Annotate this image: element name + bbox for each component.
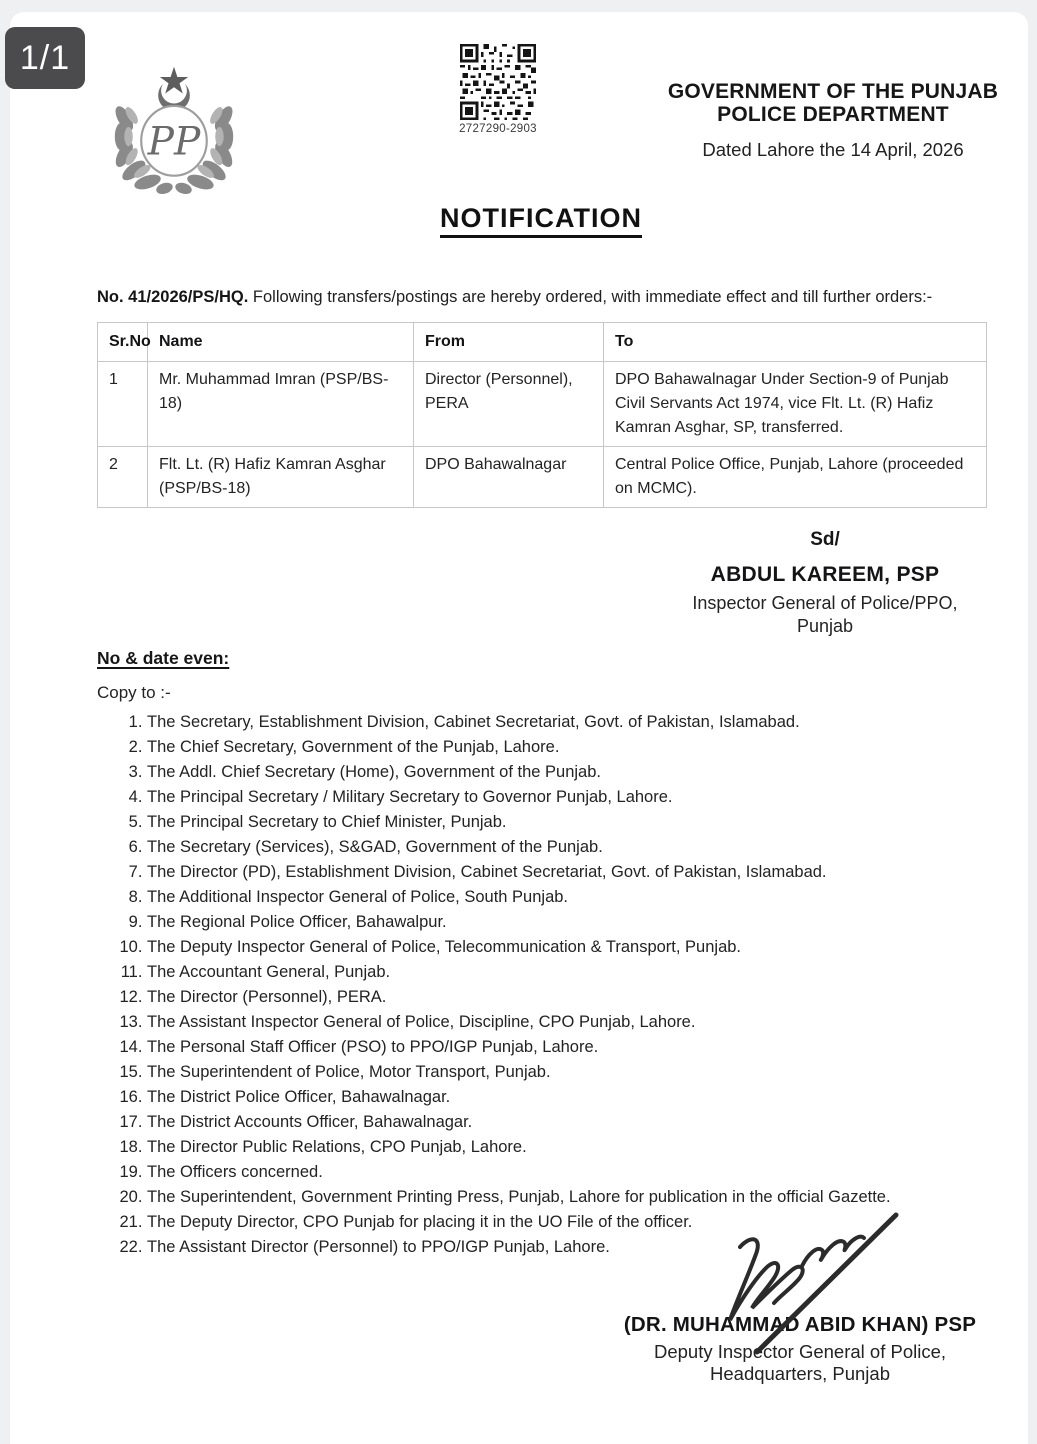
copy-to-item: 21. The Deputy Director, CPO Punjab for placing it in the UO File of the officer. <box>147 1210 891 1235</box>
cell-from: Director (Personnel), PERA <box>414 362 604 447</box>
svg-text:PP: PP <box>147 119 201 165</box>
intro-paragraph <box>97 287 997 308</box>
cell-srno: 2 <box>98 447 148 508</box>
igp-title <box>652 592 998 638</box>
igp-name: ABDUL KAREEM, PSP <box>710 563 940 586</box>
copy-to-item: 9. The Regional Police Officer, Bahawalpur. <box>147 910 891 935</box>
copy-to-item: 11. The Accountant General, Punjab. <box>147 960 891 985</box>
qr-code-icon <box>460 44 536 120</box>
cell-to: DPO Bahawalnagar Under Section-9 of Punjab Civil Servants Act 1974, vice Flt. Lt. (R) Hafiz Kamran Asghar, SP, transferred. <box>604 362 987 447</box>
table-header-row <box>98 323 987 362</box>
document-page <box>10 12 1028 1444</box>
copy-to-item: 5. The Principal Secretary to Chief Minister, Punjab. <box>147 810 891 835</box>
punjab-police-crest-logo <box>100 52 248 200</box>
col-header-to: To <box>604 323 987 362</box>
copy-to-item: 17. The District Accounts Officer, Bahawalnagar. <box>147 1110 891 1135</box>
intro-text: Following transfers/postings are hereby ordered, with immediate effect and till further orders:- <box>248 288 933 306</box>
copy-to-label: Copy to :- <box>97 683 171 702</box>
copy-to-item: 7. The Director (PD), Establishment Division, Cabinet Secretariat, Govt. of Pakistan, Islamabad. <box>147 860 891 885</box>
copy-to-item: 19. The Officers concerned. <box>147 1160 891 1185</box>
cell-srno: 1 <box>98 362 148 447</box>
copy-to-item: 2. The Chief Secretary, Government of the Punjab, Lahore. <box>147 735 891 760</box>
letterhead <box>653 80 1013 161</box>
col-header-from: From <box>414 323 604 362</box>
org-name-line2: POLICE DEPARTMENT <box>717 103 949 126</box>
copy-to-item: 18. The Director Public Relations, CPO Punjab, Lahore. <box>147 1135 891 1160</box>
document-title: NOTIFICATION <box>440 203 642 238</box>
copy-to-item: 16. The District Police Officer, Bahawalnagar. <box>147 1085 891 1110</box>
igp-title-line2: Punjab <box>796 616 854 636</box>
qr-caption: 2727290-2903 <box>459 123 537 135</box>
title-row <box>54 203 1028 238</box>
table-row <box>98 362 987 447</box>
copy-to-item: 1. The Secretary, Establishment Division, Cabinet Secretariat, Govt. of Pakistan, Islamabad. <box>147 710 891 735</box>
copy-to-item: 6. The Secretary (Services), S&GAD, Government of the Punjab. <box>147 835 891 860</box>
col-header-srno: Sr.No <box>98 323 148 362</box>
cell-to: Central Police Office, Punjab, Lahore (proceeded on MCMC). <box>604 447 987 508</box>
dig-title-line1: Deputy Inspector General of Police, <box>653 1341 947 1362</box>
copy-to-item: 20. The Superintendent, Government Printing Press, Punjab, Lahore for publication in the official Gazette. <box>147 1185 891 1210</box>
dig-title <box>580 1341 1020 1385</box>
copy-to-item: 15. The Superintendent of Police, Motor Transport, Punjab. <box>147 1060 891 1085</box>
copy-to-item: 10. The Deputy Inspector General of Police, Telecommunication & Transport, Punjab. <box>147 935 891 960</box>
page-indicator-badge: 1/1 <box>5 27 85 89</box>
table-row <box>98 447 987 508</box>
transfers-table <box>97 322 987 508</box>
dig-name: (DR. MUHAMMAD ABID KHAN) PSP <box>623 1313 977 1336</box>
copy-to-item: 12. The Director (Personnel), PERA. <box>147 985 891 1010</box>
no-date-even-label: No & date even: <box>97 648 230 668</box>
copy-to-list <box>105 710 891 1260</box>
reference-number: No. 41/2026/PS/HQ. <box>97 288 249 306</box>
dig-title-line2: Headquarters, Punjab <box>710 1363 890 1384</box>
copy-to-item: 4. The Principal Secretary / Military Secretary to Governor Punjab, Lahore. <box>147 785 891 810</box>
dateline: Dated Lahore the 14 April, 2026 <box>702 139 964 160</box>
copy-to-item: 13. The Assistant Inspector General of Police, Discipline, CPO Punjab, Lahore. <box>147 1010 891 1035</box>
copy-to-item: 22. The Assistant Director (Personnel) to PPO/IGP Punjab, Lahore. <box>147 1235 891 1260</box>
crest-icon <box>100 52 248 200</box>
org-name-line1: GOVERNMENT OF THE PUNJAB <box>667 80 999 103</box>
dig-signature-block <box>580 1313 1020 1385</box>
qr-code-block <box>448 44 548 135</box>
col-header-name: Name <box>148 323 414 362</box>
copy-to-item: 14. The Personal Staff Officer (PSO) to PPO/IGP Punjab, Lahore. <box>147 1035 891 1060</box>
cell-name: Flt. Lt. (R) Hafiz Kamran Asghar (PSP/BS-18) <box>148 447 414 508</box>
copy-to-item: 8. The Additional Inspector General of Police, South Punjab. <box>147 885 891 910</box>
igp-title-line1: Inspector General of Police/PPO, <box>692 593 958 613</box>
igp-signature-block <box>652 529 998 638</box>
sd-mark: Sd/ <box>810 529 840 550</box>
cell-name: Mr. Muhammad Imran (PSP/BS-18) <box>148 362 414 447</box>
cell-from: DPO Bahawalnagar <box>414 447 604 508</box>
copy-to-item: 3. The Addl. Chief Secretary (Home), Government of the Punjab. <box>147 760 891 785</box>
